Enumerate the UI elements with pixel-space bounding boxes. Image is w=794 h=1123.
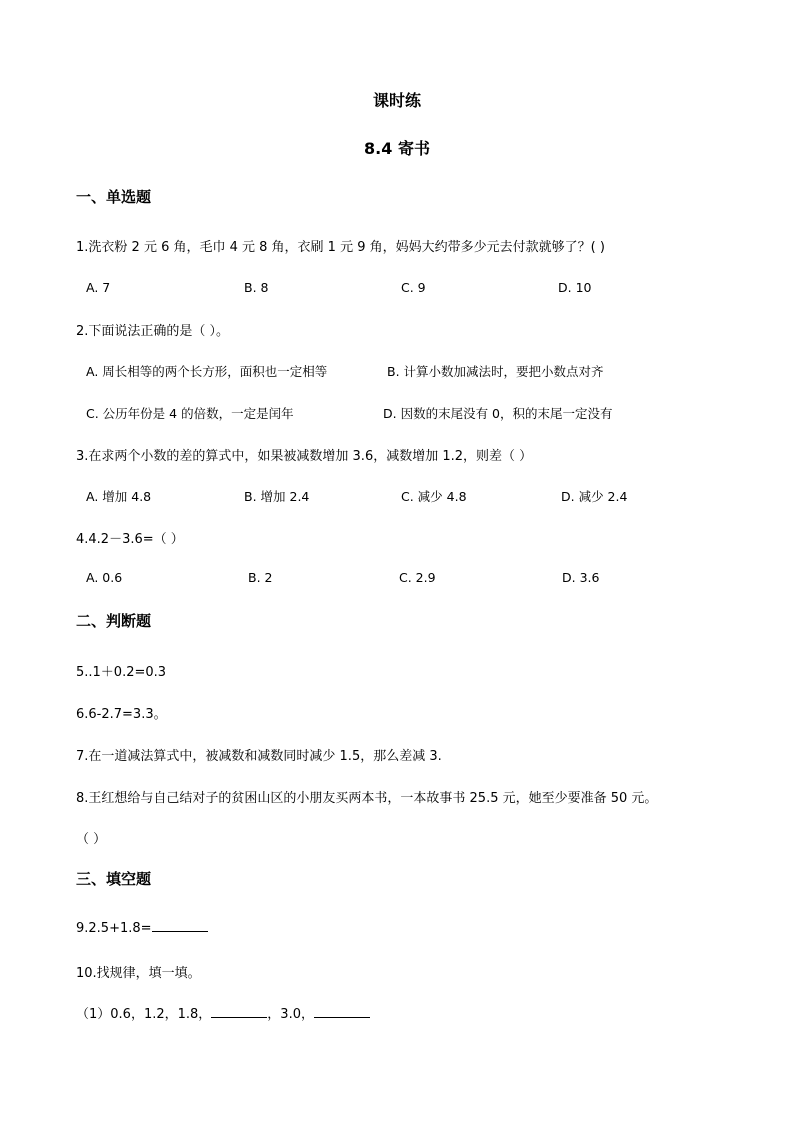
lesson-subtitle: 8.4 寄书	[364, 139, 430, 158]
section-heading-single-choice: 一、单选题	[76, 188, 152, 206]
q10-sub1-sequence-mid: ，3.0，	[267, 1007, 314, 1022]
section-heading-true-false: 二、判断题	[76, 612, 152, 630]
q8-answer-parentheses: （ ）	[76, 832, 107, 847]
page-title: 课时练	[372, 91, 421, 110]
question-2: 2.下面说法正确的是（ ）。	[76, 324, 230, 339]
q4-option-d: D. 3.6	[562, 570, 600, 585]
q3-option-c: C. 减少 4.8	[401, 489, 467, 504]
q3-option-d: D. 减少 2.4	[561, 489, 628, 504]
q9-answer-blank[interactable]	[152, 920, 208, 932]
question-8: 8.王红想给与自己结对子的贫困山区的小朋友买两本书，一本故事书 25.5 元，她至少要准备 50 元。	[76, 791, 658, 806]
q9-text: 9.2.5+1.8=	[76, 921, 152, 936]
question-1: 1.洗衣粉 2 元 6 角，毛巾 4 元 8 角，衣刷 1 元 9 角，妈妈大约带多少元去付款就够了？( )	[76, 240, 605, 255]
question-5: 5..1＋0.2=0.3	[76, 665, 167, 680]
q4-option-a: A. 0.6	[86, 570, 123, 585]
q1-option-b: B. 8	[244, 280, 269, 295]
q4-option-b: B. 2	[248, 570, 273, 585]
question-3: 3.在求两个小数的差的算式中，如果被减数增加 3.6，减数增加 1.2，则差（ ）	[76, 449, 533, 464]
section-heading-fill-blank: 三、填空题	[76, 870, 152, 888]
q1-option-d: D. 10	[558, 280, 592, 295]
q1-option-a: A. 7	[86, 280, 111, 295]
q2-option-c: C. 公历年份是 4 的倍数，一定是闰年	[86, 406, 294, 421]
question-4: 4.4.2－3.6=（ ）	[76, 532, 184, 547]
q2-option-d: D. 因数的末尾没有 0，积的末尾一定没有	[383, 406, 613, 421]
q10-sub1-sequence-start: （1）0.6，1.2，1.8，	[76, 1007, 212, 1022]
q10-sub1-blank-1[interactable]	[211, 1006, 267, 1018]
q3-option-b: B. 增加 2.4	[244, 489, 310, 504]
q3-option-a: A. 增加 4.8	[86, 489, 152, 504]
question-9	[76, 920, 208, 936]
question-7: 7.在一道减法算式中，被减数和减数同时减少 1.5，那么差减 3.	[76, 749, 442, 764]
question-10-part-1	[76, 1003, 370, 1022]
q4-option-c: C. 2.9	[399, 570, 436, 585]
q2-option-b: B. 计算小数加减法时，要把小数点对齐	[387, 364, 604, 379]
q2-option-a: A. 周长相等的两个长方形，面积也一定相等	[86, 364, 328, 379]
question-10: 10.找规律，填一填。	[76, 966, 201, 981]
q10-sub1-blank-2[interactable]	[314, 1006, 370, 1018]
question-6: 6.6-2.7=3.3。	[76, 707, 167, 722]
q1-option-c: C. 9	[401, 280, 426, 295]
